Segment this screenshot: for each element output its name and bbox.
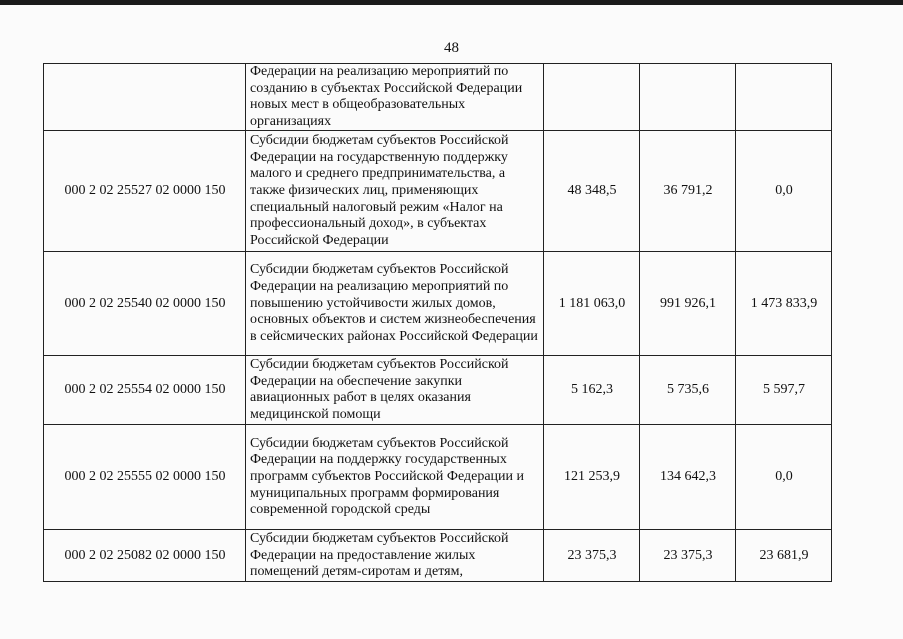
value-cell-3: 5 597,7 [736, 356, 832, 425]
table-row [44, 356, 832, 425]
value-cell-2: 36 791,2 [640, 131, 736, 252]
table-row [44, 64, 832, 131]
description-cell: Субсидии бюджетам субъектов Российской Федерации на реализацию мероприятий по повышению устойчивости жилых домов, основных объектов и систем жизнеобеспечения в сейсмических районах Российской Федерации [246, 252, 544, 356]
budget-code-cell: 000 2 02 25527 02 0000 150 [44, 131, 246, 252]
value-cell-2: 5 735,6 [640, 356, 736, 425]
description-cell: Субсидии бюджетам субъектов Российской Федерации на поддержку государственных программ субъектов Российской Федерации и муниципальных программ формирования современной городской среды [246, 425, 544, 530]
value-cell-3: 0,0 [736, 425, 832, 530]
table-row [44, 131, 832, 252]
value-cell-3 [736, 64, 832, 131]
value-cell-1: 121 253,9 [544, 425, 640, 530]
value-cell-2: 134 642,3 [640, 425, 736, 530]
description-cell: Федерации на реализацию мероприятий по созданию в субъектах Российской Федерации новых мест в общеобразовательных организациях [246, 64, 544, 131]
value-cell-2: 23 375,3 [640, 530, 736, 582]
budget-code-cell: 000 2 02 25082 02 0000 150 [44, 530, 246, 582]
budget-code-cell: 000 2 02 25554 02 0000 150 [44, 356, 246, 425]
budget-code-cell [44, 64, 246, 131]
scan-top-border [0, 0, 903, 5]
value-cell-1 [544, 64, 640, 131]
value-cell-3: 23 681,9 [736, 530, 832, 582]
budget-code-cell: 000 2 02 25555 02 0000 150 [44, 425, 246, 530]
description-cell: Субсидии бюджетам субъектов Российской Федерации на обеспечение закупки авиационных работ в целях оказания медицинской помощи [246, 356, 544, 425]
budget-table [43, 63, 832, 582]
value-cell-1: 23 375,3 [544, 530, 640, 582]
table-row [44, 530, 832, 582]
value-cell-2 [640, 64, 736, 131]
value-cell-3: 1 473 833,9 [736, 252, 832, 356]
table-row [44, 425, 832, 530]
description-cell: Субсидии бюджетам субъектов Российской Федерации на предоставление жилых помещений детям-сиротам и детям, [246, 530, 544, 582]
table-row [44, 252, 832, 356]
budget-code-cell: 000 2 02 25540 02 0000 150 [44, 252, 246, 356]
value-cell-1: 1 181 063,0 [544, 252, 640, 356]
value-cell-1: 48 348,5 [544, 131, 640, 252]
page-number: 48 [444, 40, 459, 56]
value-cell-3: 0,0 [736, 131, 832, 252]
value-cell-2: 991 926,1 [640, 252, 736, 356]
description-cell: Субсидии бюджетам субъектов Российской Федерации на государственную поддержку малого и среднего предпринимательства, а также физических лиц, применяющих специальный налоговый режим «Налог на профессиональный доход», в субъектах Российской Федерации [246, 131, 544, 252]
value-cell-1: 5 162,3 [544, 356, 640, 425]
